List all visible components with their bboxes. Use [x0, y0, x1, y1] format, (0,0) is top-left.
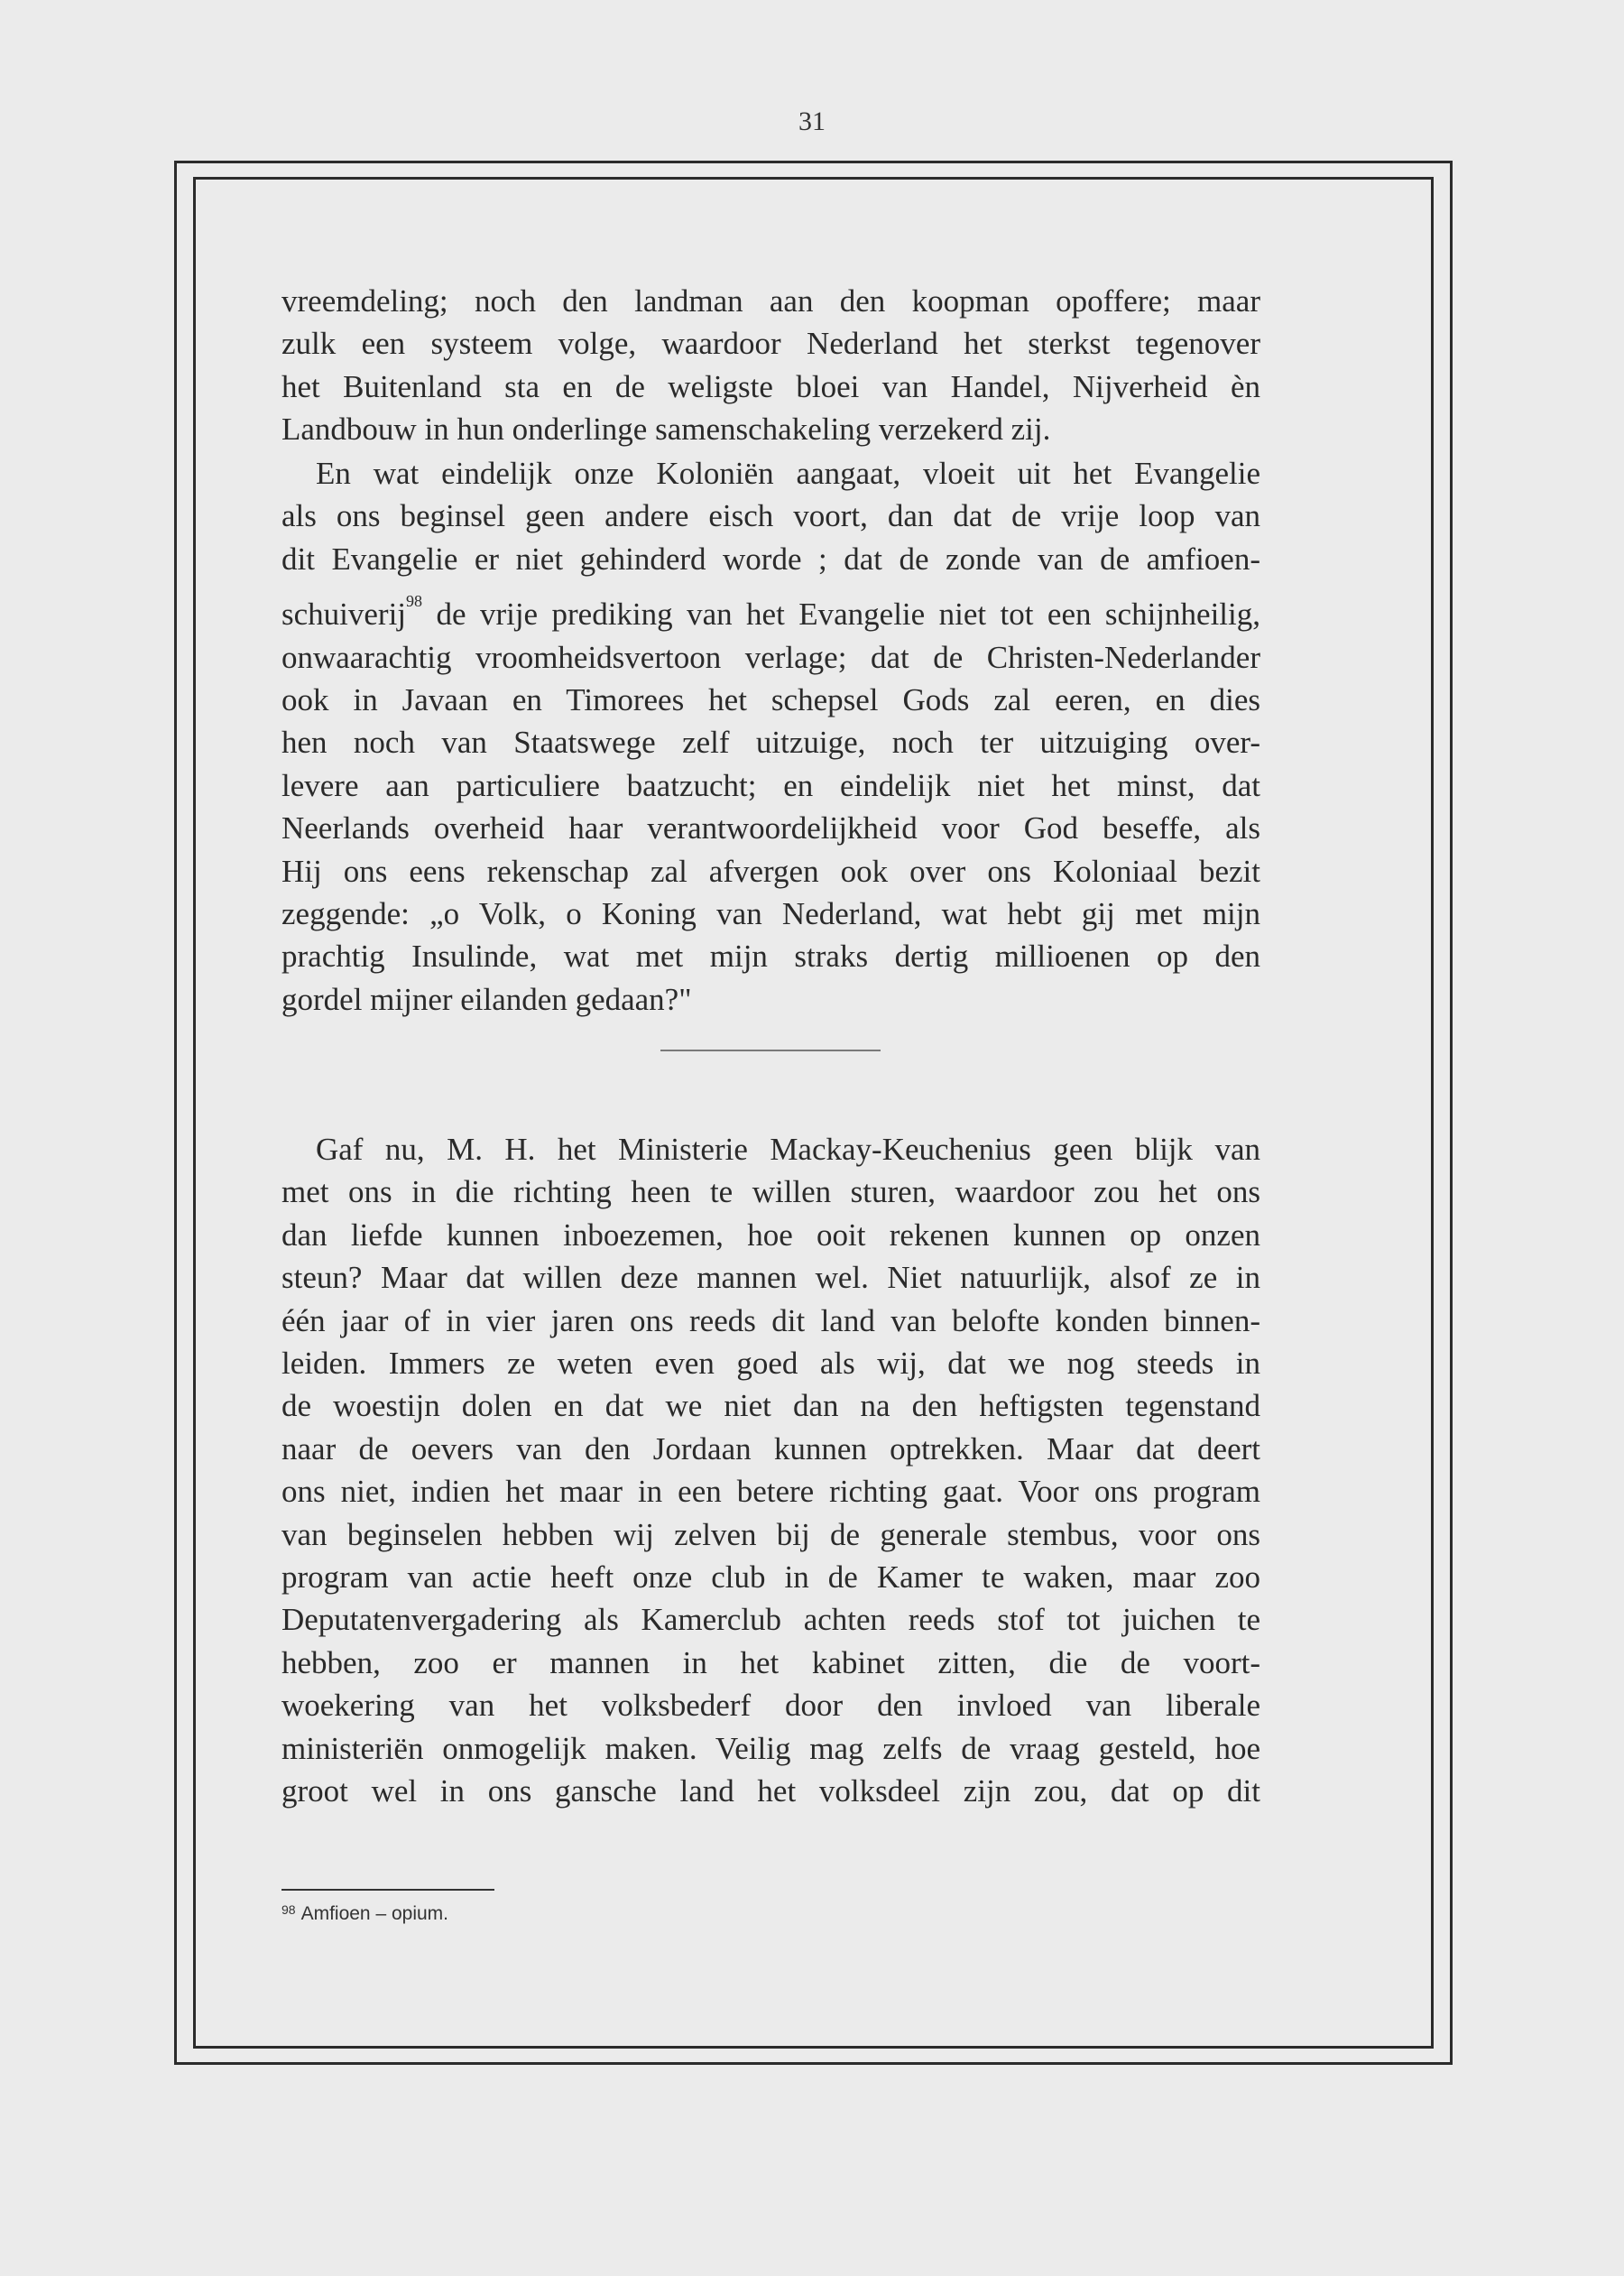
text-line: program van actie heeft onze club in de Kamer te waken, maar zoo [281, 1559, 1260, 1596]
text-line: van beginselen hebben wij zelven bij de generale stembus, voor ons [281, 1516, 1260, 1552]
footnote-mark: 98 [281, 1902, 296, 1917]
text-line: woekering van het volksbederf door den invloed van liberale [281, 1688, 1260, 1724]
text-line: levere aan particuliere baatzucht; en eindelijk niet het minst, dat [281, 767, 1260, 803]
text-line: En wat eindelijk onze Koloniën aangaat, vloeit uit het Evangelie [316, 456, 1260, 491]
text-line: als ons beginsel geen andere eisch voort, dan dat de vrije loop van [281, 498, 1260, 534]
text-line: ons niet, indien het maar in een betere richting gaat. Voor ons program [281, 1474, 1260, 1510]
text-line: Deputatenvergadering als Kamerclub achten reeds stof tot juichen te [281, 1602, 1260, 1638]
text-line: hebben, zoo er mannen in het kabinet zitten, die de voort- [281, 1644, 1260, 1680]
paragraph-3 [281, 1128, 1260, 1813]
text-line: leiden. Immers ze weten even goed als wij, dat we nog steeds in [281, 1346, 1260, 1382]
text-line: ook in Javaan en Timorees het schepsel Gods zal eeren, en dies [281, 682, 1260, 718]
text-line: de woestijn dolen en dat we niet dan na den heftigsten tegenstand [281, 1388, 1260, 1424]
text-line: Gaf nu, M. H. het Ministerie Mackay-Keuchenius geen blijk van [316, 1132, 1260, 1167]
paragraph-2 [281, 452, 1260, 1021]
text-line: gordel mijner eilanden gedaan?" [281, 981, 692, 1017]
section-separator [660, 1050, 881, 1051]
text-line: hen noch van Staatswege zelf uitzuige, noch ter uitzuiging over- [281, 725, 1260, 761]
text-line: naar de oevers van den Jordaan kunnen optrekken. Maar dat deert [281, 1430, 1260, 1466]
footnote [281, 1902, 448, 1925]
text-line: vreemdeling; noch den landman aan den koopman opoffere; maar [281, 283, 1260, 319]
text-line: zeggende: „o Volk, o Koning van Nederland, wat hebt gij met mijn [281, 896, 1260, 932]
page-number: 31 [798, 106, 826, 136]
text-line: dit Evangelie er niet gehinderd worde ; dat de zonde van de amfioen- [281, 541, 1260, 577]
text-line: dan liefde kunnen inboezemen, hoe ooit rekenen kunnen op onzen [281, 1217, 1260, 1253]
text-line [281, 580, 1260, 635]
text-line: Hij ons eens rekenschap zal afvergen ook over ons Koloniaal bezit [281, 853, 1260, 889]
text-fragment: de vrije prediking van het Evangelie niet tot een schijnheilig, [436, 597, 1260, 633]
text-line: groot wel in ons gansche land het volksdeel zijn zou, dat op dit [281, 1773, 1260, 1809]
text-line: steun? Maar dat willen deze mannen wel. Niet natuurlijk, alsof ze in [281, 1260, 1260, 1296]
text-line: het Buitenland sta en de weligste bloei van Handel, Nijverheid èn [281, 368, 1260, 404]
text-line: prachtig Insulinde, wat met mijn straks dertig millioenen op den [281, 939, 1260, 975]
footnote-rule [281, 1889, 494, 1891]
text-line: Landbouw in hun onderlinge samenschakeling verzekerd zij. [281, 412, 1051, 448]
text-line: zulk een systeem volge, waardoor Nederland het sterkst tegenover [281, 326, 1260, 362]
text-fragment: schuiverij [281, 597, 407, 633]
text-line: ministeriën onmogelijk maken. Veilig mag zelfs de vraag gesteld, hoe [281, 1730, 1260, 1766]
text-line: één jaar of in vier jaren ons reeds dit land van belofte konden binnen- [281, 1302, 1260, 1338]
text-line: met ons in die richting heen te willen sturen, waardoor zou het ons [281, 1174, 1260, 1210]
footnote-reference: 98 [406, 592, 423, 611]
footnote-text: Amfioen – opium. [300, 1903, 448, 1924]
text-line: onwaarachtig vroomheidsvertoon verlage; dat de Christen-Nederlander [281, 639, 1260, 675]
text-line: Neerlands overheid haar verantwoordelijkheid voor God beseffe, als [281, 810, 1260, 847]
paragraph-1 [281, 280, 1260, 451]
